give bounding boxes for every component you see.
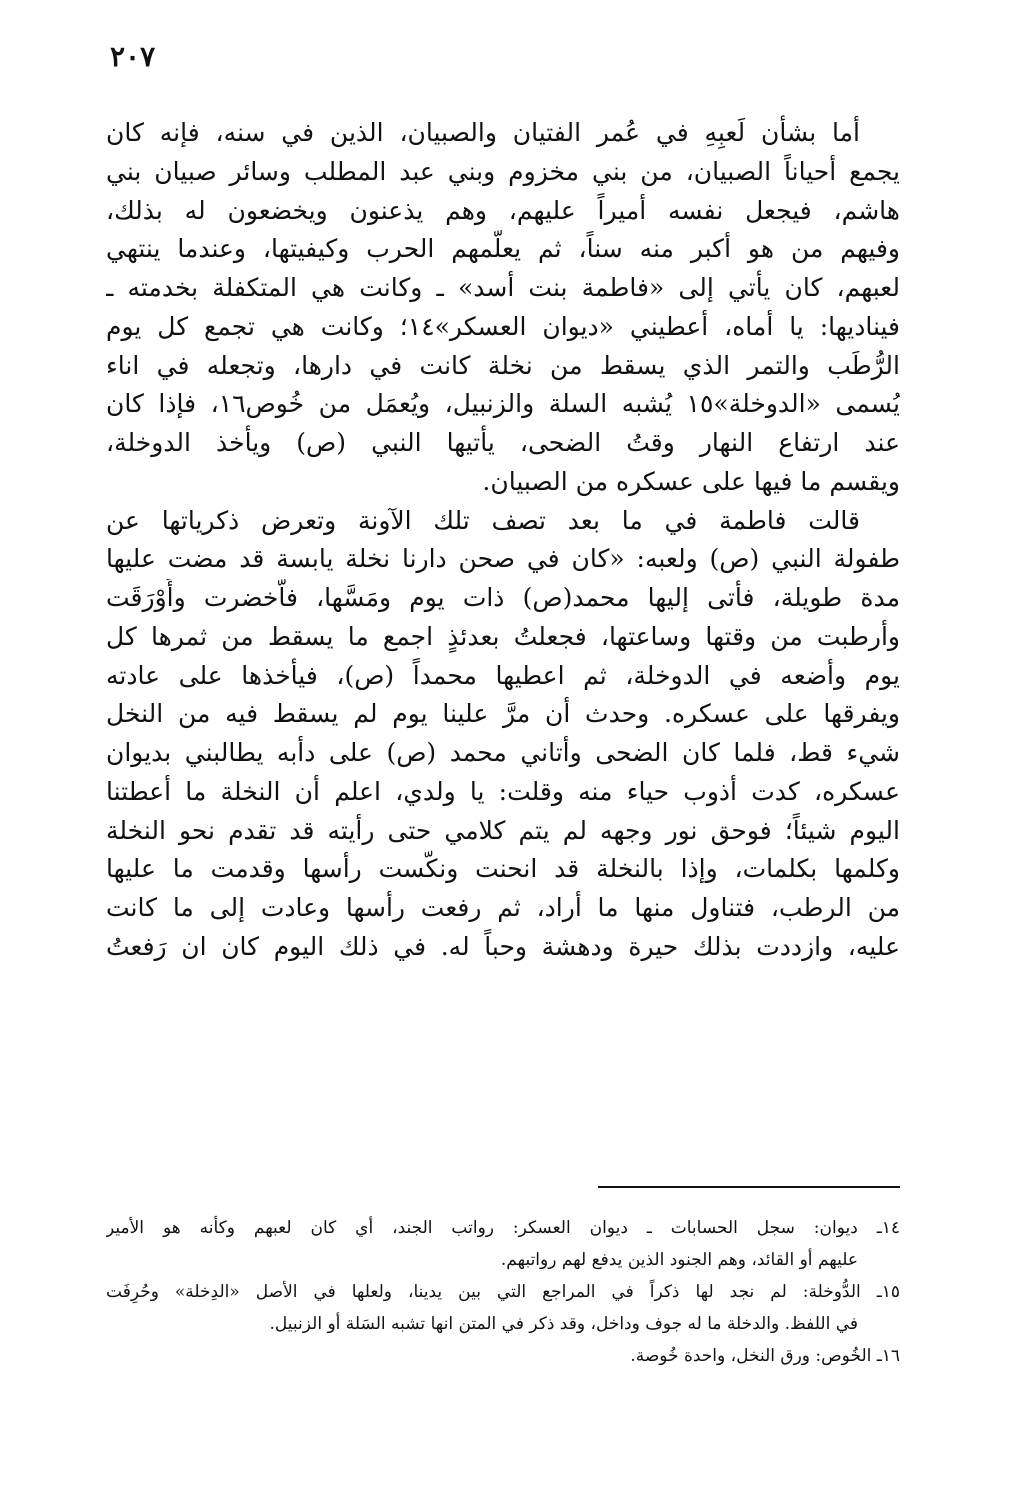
text-line: عسكره، كدت أذوب حياء منه وقلت: يا ولدي، اعلم أن النخلة ما أعطتنا: [106, 776, 900, 806]
paragraph-1: [106, 114, 900, 502]
text-line: قالت فاطمة في ما بعد تصف تلك الآونة وتعرض ذكرياتها عن: [106, 505, 860, 535]
footnote-line: ١٥ـ الدُّوخلة: لم نجد لها ذكراً في المراجع التي بين يدينا، ولعلها في الأصل «الدِخلة» وحُرِفَت: [106, 1282, 900, 1302]
footnote-line: ١٤ـ ديوان: سجل الحسابات ـ ديوان العسكر: رواتب الجند، أي كان لعبهم وكأنه هو الأمير: [106, 1218, 900, 1238]
text-line: عليه، وازددت بذلك حيرة ودهشة وحباً له. في ذلك اليوم كان ان رَفعتُ: [106, 931, 900, 961]
footnote-line: عليهم أو القائد، وهم الجنود الذين يدفع لهم رواتبهم.: [500, 1250, 858, 1270]
text-line: وكلمها بكلمات، وإذا بالنخلة قد انحنت ونكّست رأسها وقدمت ما عليها: [106, 854, 900, 884]
main-text: [106, 114, 900, 967]
text-line: الرُّطَب والتمر الذي يسقط من نخلة كانت في دارها، وتجعله في اناء: [106, 350, 900, 380]
text-line: أما بشأن لَعبِهِ في عُمر الفتيان والصبيان، الذين في سنه، فإنه كان: [106, 118, 860, 147]
text-line: يوم وأضعه في الدوخلة، ثم اعطيها محمداً (ص)، فيأخذها على عادته: [106, 660, 900, 690]
text-line: لعبهم، كان يأتي إلى «فاطمة بنت أسد» ـ وكانت هي المتكفلة بخدمته ـ: [106, 273, 900, 302]
text-line: وأرطبت من وقتها وساعتها، فجعلتُ بعدئذٍ اجمع ما يسقط من ثمرها كل: [106, 621, 900, 651]
text-line: ويقسم ما فيها على عسكره من الصبيان.: [482, 466, 900, 496]
text-line: مدة طويلة، فأتى إليها محمد(ص) ذات يوم ومَسَّها، فاّخضرت وأَوْرَقَت: [106, 583, 900, 612]
footnotes: [106, 1212, 900, 1372]
text-line: من الرطب، فتناول منها ما أراد، ثم رفعت رأسها وعادت إلى ما كانت: [106, 893, 900, 922]
text-line: شيء قط، فلما كان الضحى وأتاني محمد (ص) على دأبه يطالبني بديوان: [106, 738, 900, 767]
page-number: ٢٠٧: [110, 40, 156, 73]
text-line: يجمع أحياناً الصبيان، من بني مخزوم وبني عبد المطلب وسائر صبيان بني: [106, 156, 900, 186]
text-line: وفيهم من هو أكبر منه سناً، ثم يعلّمهم الحرب وكيفيتها، وعندما ينتهي: [106, 234, 900, 264]
text-line: يُسمى «الدوخلة»١٥ يُشبه السلة والزنبيل، ويُعمَل من خُوص١٦، فإذا كان: [106, 389, 900, 419]
text-line: اليوم شيئاً؛ فوحق نور وجهه لم يتم كلامي حتى رأيته قد تقدم نحو النخلة: [106, 815, 900, 845]
footnote-15: [106, 1276, 900, 1340]
text-line: طفولة النبي (ص) ولعبه: «كان في صحن دارنا نخلة يابسة قد مضت عليها: [106, 544, 900, 574]
footnote-line: ١٦ـ الخُوص: ورق النخل، واحدة خُوصة.: [630, 1346, 900, 1366]
text-line: عند ارتفاع النهار وقتُ الضحى، يأتيها النبي (ص) ويأخذ الدوخلة،: [106, 428, 900, 457]
footnote-divider: [598, 1186, 900, 1188]
footnote-14: [106, 1212, 900, 1276]
paragraph-2: [106, 502, 900, 967]
text-line: فيناديها: يا أماه، أعطيني «ديوان العسكر»١٤؛ وكانت هي تجمع كل يوم: [106, 311, 900, 341]
footnote-16: [106, 1340, 900, 1372]
text-line: هاشم، فيجعل نفسه أميراً عليهم، وهم يذعنون ويخضعون له بذلك،: [106, 195, 900, 225]
footnote-line: في اللفظ. والدخلة ما له جوف وداخل، وقد ذكر في المتن انها تشبه السَلة أو الزنبيل.: [269, 1314, 858, 1334]
text-line: ويفرقها على عسكره. وحدث أن مرَّ علينا يوم لم يسقط فيه من النخل: [106, 699, 900, 729]
